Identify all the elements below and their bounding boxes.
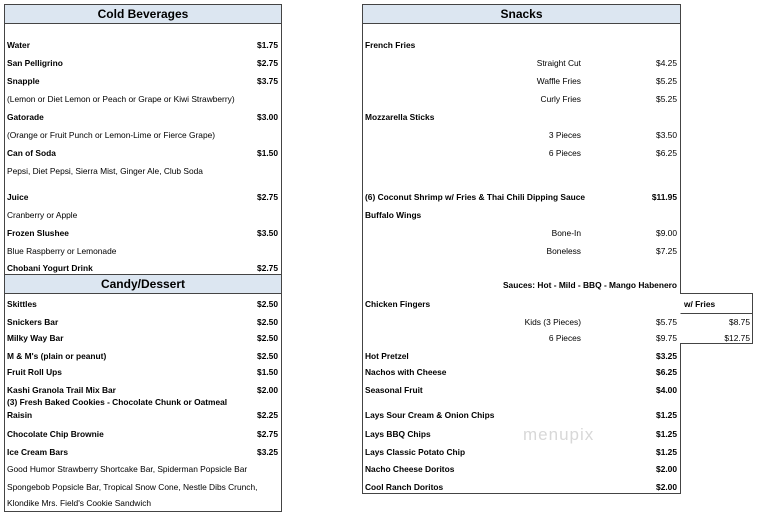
menu-item-price: $1.25 <box>656 447 677 457</box>
menu-item-name: Kashi Granola Trail Mix Bar <box>7 385 116 395</box>
menu-option-name: 6 Pieces <box>548 333 581 343</box>
menu-item-note: (Lemon or Diet Lemon or Peach or Grape or Kiwi Strawberry) <box>7 94 235 104</box>
menu-item-price: $2.50 <box>257 317 278 327</box>
menu-item-price: $2.50 <box>257 333 278 343</box>
menu-item-price: $2.00 <box>656 464 677 474</box>
menu-option-price: $7.25 <box>656 246 677 256</box>
menu-option-with-fries-price: $8.75 <box>729 317 750 327</box>
menu-item-price: $11.95 <box>651 192 677 202</box>
menu-item-name: (3) Fresh Baked Cookies - Chocolate Chunk or Oatmeal <box>7 397 228 407</box>
menu-item-price: $3.25 <box>257 447 278 457</box>
menu-item-name: Ice Cream Bars <box>7 447 68 457</box>
menu-item-note: Good Humor Strawberry Shortcake Bar, Spiderman Popsicle Bar <box>7 464 248 474</box>
menu-item-price: $2.50 <box>257 351 278 361</box>
menu-option-name: Bone-In <box>551 228 581 238</box>
menu-item-name: Hot Pretzel <box>365 351 409 361</box>
menu-option-name: Straight Cut <box>536 58 581 68</box>
snacks-header: Snacks <box>362 4 681 24</box>
menu-item-name: Nacho Cheese Doritos <box>365 464 455 474</box>
menu-item-name: Frozen Slushee <box>7 228 69 238</box>
menu-item-note: Cranberry or Apple <box>7 210 78 220</box>
menu-item-price: $2.75 <box>257 263 278 273</box>
with-fries-label: w/ Fries <box>684 299 716 309</box>
menu-option-price: $6.25 <box>656 148 677 158</box>
menu-item-note: Pepsi, Diet Pepsi, Sierra Mist, Ginger Ale, Club Soda <box>7 166 203 176</box>
menu-option-price: $5.75 <box>656 317 677 327</box>
menu-option-price: $5.25 <box>656 76 677 86</box>
menu-item-name: Buffalo Wings <box>365 210 422 220</box>
menu-option-name: Kids (3 Pieces) <box>524 317 581 327</box>
menu-item-name: Skittles <box>7 299 37 309</box>
menu-item-name: Nachos with Cheese <box>365 367 447 377</box>
menu-item-name: Can of Soda <box>7 148 56 158</box>
menu-item-name: Lays Sour Cream & Onion Chips <box>365 410 495 420</box>
menu-option-name: Waffle Fries <box>536 76 581 86</box>
menu-item-name: Chicken Fingers <box>365 299 431 309</box>
menu-item-name-cont: Raisin <box>7 410 33 420</box>
menu-option-name: 6 Pieces <box>548 148 581 158</box>
menu-item-note: Klondike Mrs. Field's Cookie Sandwich <box>7 498 152 508</box>
menu-option-with-fries-price: $12.75 <box>724 333 750 343</box>
menu-option-price: $4.25 <box>656 58 677 68</box>
menu-item-note: Blue Raspberry or Lemonade <box>7 246 117 256</box>
menu-item-price: $3.75 <box>257 76 278 86</box>
menu-item-price: $1.25 <box>656 410 677 420</box>
menu-item-price: $1.75 <box>257 40 278 50</box>
cold-beverages-header: Cold Beverages <box>4 4 282 24</box>
menu-item-note: Spongebob Popsicle Bar, Tropical Snow Cone, Nestle Dibs Crunch, <box>7 482 258 492</box>
menu-option-name: Curly Fries <box>540 94 581 104</box>
menu-item-name: M & M's (plain or peanut) <box>7 351 107 361</box>
menu-item-name: San Pelligrino <box>7 58 63 68</box>
menu-item-name: Milky Way Bar <box>7 333 64 343</box>
menu-item-price: $1.50 <box>257 148 278 158</box>
menu-item-price: $1.50 <box>257 367 278 377</box>
menu-option-name: Boneless <box>546 246 581 256</box>
menu-item-name: Snapple <box>7 76 40 86</box>
menu-item-price: $3.25 <box>656 351 677 361</box>
menu-item-name: Fruit Roll Ups <box>7 367 62 377</box>
menu-option-price: $9.00 <box>656 228 677 238</box>
menu-item-name: French Fries <box>365 40 416 50</box>
watermark: menupix <box>523 425 595 444</box>
menu-item-price: $6.25 <box>656 367 677 377</box>
menu-item-price: $3.50 <box>257 228 278 238</box>
menu-item-name: Seasonal Fruit <box>365 385 423 395</box>
menu-item-name: Chocolate Chip Brownie <box>7 429 104 439</box>
menu-option-price: $3.50 <box>656 130 677 140</box>
menu-item-name: (6) Coconut Shrimp w/ Fries & Thai Chili Dipping Sauce <box>365 192 586 202</box>
menu-item-name: Cool Ranch Doritos <box>365 482 444 492</box>
menu-item-name: Lays BBQ Chips <box>365 429 431 439</box>
menu-item-note: (Orange or Fruit Punch or Lemon-Lime or Fierce Grape) <box>7 130 216 140</box>
menu-item-price: $4.00 <box>656 385 677 395</box>
candy-dessert-header: Candy/Dessert <box>4 274 282 294</box>
menu-item-price: $2.50 <box>257 299 278 309</box>
menu-option-name: 3 Pieces <box>548 130 581 140</box>
menu-item-name: Water <box>7 40 30 50</box>
menu-item-price: $1.25 <box>656 429 677 439</box>
menu-item-name: Chobani Yogurt Drink <box>7 263 93 273</box>
menu-option-price: $5.25 <box>656 94 677 104</box>
menu-item-price: $2.75 <box>257 58 278 68</box>
menu-item-price: $2.00 <box>257 385 278 395</box>
menu-item-name: Lays Classic Potato Chip <box>365 447 466 457</box>
menu-item-name: Juice <box>7 192 29 202</box>
sauces-note: Sauces: Hot - Mild - BBQ - Mango Habenero <box>502 280 677 290</box>
menu-item-price: $2.00 <box>656 482 677 492</box>
menu-item-name: Gatorade <box>7 112 44 122</box>
menu-item-price: $2.25 <box>257 410 278 420</box>
menu-item-name: Mozzarella Sticks <box>365 112 435 122</box>
menu-item-price: $3.00 <box>257 112 278 122</box>
menu-item-price: $2.75 <box>257 192 278 202</box>
menu-option-price: $9.75 <box>656 333 677 343</box>
menu-item-price: $2.75 <box>257 429 278 439</box>
menu-item-name: Snickers Bar <box>7 317 59 327</box>
